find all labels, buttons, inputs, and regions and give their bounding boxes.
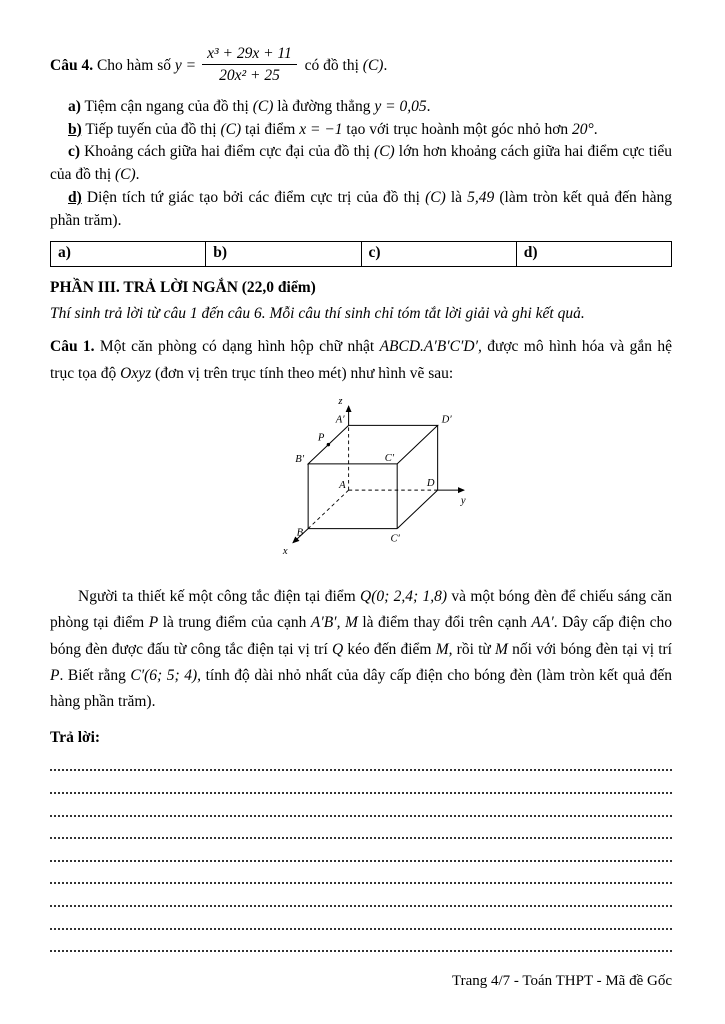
- text-segment: Một căn phòng có dạng hình hộp chữ nhật: [94, 338, 380, 356]
- text-segment: Tiệm cận ngang của đồ thị: [80, 97, 253, 115]
- label-D-prime: D′: [441, 414, 452, 426]
- text-segment: (C): [362, 56, 384, 74]
- answer-line: [50, 907, 672, 930]
- text-segment: Câu 4.: [50, 56, 94, 74]
- text-segment: A′B′, M: [310, 614, 358, 632]
- label-A-prime: A′: [335, 414, 345, 426]
- text-segment: P: [50, 667, 60, 685]
- answer-cell-a: a): [51, 242, 206, 267]
- fraction-denominator: 20x² + 25: [202, 64, 297, 85]
- text-segment: (C): [252, 97, 274, 115]
- label-y: y: [460, 495, 466, 507]
- box-figure: [276, 393, 488, 570]
- answer-line: [50, 884, 672, 907]
- text-segment: Oxyz: [120, 364, 152, 382]
- text-segment: c): [68, 143, 81, 161]
- text-segment: là trung điểm của cạnh: [158, 614, 311, 632]
- label-C-prime: C′: [384, 452, 395, 464]
- text-segment: (làm tròn kết quả đến hàng phần trăm).: [50, 188, 676, 229]
- text-segment: lớn hơn khoảng cách giữa hai điểm cực tiểu của đồ thị: [50, 143, 676, 184]
- answer-line: [50, 817, 672, 840]
- question-4-item-d: [50, 187, 676, 233]
- answer-lines: [50, 749, 672, 952]
- page-footer: Trang 4/7 - Toán THPT - Mã đề Gốc: [451, 973, 672, 989]
- label-B: B: [296, 527, 304, 539]
- text-segment: M: [494, 640, 508, 658]
- answer-line: [50, 930, 672, 953]
- text-segment: (C): [425, 188, 446, 206]
- text-segment: a): [68, 97, 81, 115]
- text-segment: .: [135, 166, 140, 184]
- text-segment: Khoảng cách giữa hai điểm cực đại của đồ thị: [80, 143, 375, 161]
- text-segment: là điểm thay đổi trên cạnh: [357, 614, 532, 632]
- text-segment: Q(0; 2,4; 1,8): [360, 588, 448, 606]
- edge-AB-hidden: [308, 490, 348, 528]
- text-segment: và một bóng đèn để chiếu sáng căn phòng tại điểm: [50, 588, 676, 632]
- point-P: [327, 443, 330, 446]
- text-segment: (C): [115, 166, 136, 184]
- text-segment: .: [593, 120, 598, 138]
- text-segment: Câu 1.: [50, 338, 95, 356]
- part-3-instructions: Thí sinh trả lời từ câu 1 đến câu 6. Mỗi câu thí sinh chỉ tóm tắt lời giải và ghi kết quả.: [50, 304, 585, 322]
- text-segment: b): [68, 120, 82, 138]
- answer-cell-d: d): [516, 242, 671, 267]
- label-z: z: [338, 396, 343, 408]
- question-4-item-c: [50, 141, 676, 187]
- text-segment: nối với bóng đèn tại vị trí: [507, 640, 676, 658]
- question-4-tail: [301, 57, 388, 74]
- text-segment: 20°: [572, 120, 594, 138]
- text-segment: kéo đến điểm: [343, 640, 436, 658]
- answer-table: [50, 241, 672, 267]
- answer-cell-b: b): [206, 242, 361, 267]
- question-1-body: [50, 584, 676, 716]
- table-row: [51, 242, 672, 267]
- text-segment: P: [148, 614, 159, 632]
- text-segment: tính độ dài nhỏ nhất của dây cấp điện cho bóng đèn (làm tròn kết quả đến hàng phần trăm).: [50, 667, 676, 711]
- question-4-item-b: [50, 119, 672, 142]
- label-A: A: [339, 480, 346, 492]
- edge-CD: [397, 490, 437, 528]
- text-segment: .: [383, 56, 388, 74]
- prism-diagram: [276, 393, 488, 565]
- text-segment: Người ta thiết kế một công tắc điện tại điểm: [78, 588, 361, 606]
- answer-line: [50, 794, 672, 817]
- text-segment: y = 0,05: [374, 97, 427, 115]
- text-segment: là đường thẳng: [273, 97, 375, 115]
- label-C: C′: [390, 533, 400, 545]
- text-segment: . Dây cấp điện cho bóng đèn được đấu từ công tắc điện tại vị trí: [50, 614, 676, 658]
- fraction-numerator: x³ + 29x + 11: [207, 45, 292, 62]
- text-segment: C′(6; 5; 4),: [130, 667, 202, 685]
- label-x: x: [282, 545, 288, 557]
- text-segment: Diện tích tứ giác tạo bởi các điểm cực trị của đồ thị: [81, 188, 426, 206]
- label-D: D: [426, 478, 435, 490]
- answer-label: Trả lời:: [50, 728, 101, 746]
- text-segment: .: [426, 97, 431, 115]
- label-B-prime: B′: [295, 453, 305, 465]
- text-segment: (C): [220, 120, 242, 138]
- answer-line: [50, 839, 672, 862]
- text-segment: y =: [174, 56, 197, 74]
- answer-line: [50, 862, 672, 885]
- text-segment: M,: [435, 640, 453, 658]
- text-segment: là: [445, 188, 468, 206]
- text-segment: AA′: [531, 614, 554, 632]
- text-segment: tại điểm: [241, 120, 300, 138]
- text-segment: 5,49: [467, 188, 495, 206]
- text-segment: (đơn vị trên trục tính theo mét) như hình vẽ sau:: [151, 364, 454, 382]
- text-segment: ABCD.A′B′C′D′,: [379, 338, 482, 356]
- fraction: [202, 44, 297, 86]
- answer-cell-c: c): [361, 242, 516, 267]
- text-segment: (C): [374, 143, 395, 161]
- text-segment: Cho hàm số: [93, 56, 175, 74]
- text-segment: . Biết rằng: [59, 667, 131, 685]
- question-4-statement: [50, 44, 672, 89]
- text-segment: được mô hình hóa và gắn hệ trục tọa độ: [50, 338, 676, 382]
- label-P: P: [317, 432, 325, 444]
- text-segment: x = −1: [299, 120, 343, 138]
- text-segment: Q: [331, 640, 344, 658]
- answer-line: [50, 771, 672, 794]
- text-segment: Tiếp tuyến của đồ thị: [81, 120, 221, 138]
- text-segment: có đồ thị: [300, 56, 363, 74]
- part-3-heading: PHẦN III. TRẢ LỜI NGẮN (22,0 điểm): [50, 279, 316, 297]
- text-segment: tạo với trục hoành một góc nhỏ hơn: [342, 120, 573, 138]
- text-segment: rồi từ: [452, 640, 495, 658]
- question-1-statement: [50, 334, 676, 387]
- question-4-lead: [50, 57, 196, 74]
- question-4-item-a: [50, 96, 672, 119]
- text-segment: d): [68, 188, 82, 206]
- answer-line: [50, 749, 672, 772]
